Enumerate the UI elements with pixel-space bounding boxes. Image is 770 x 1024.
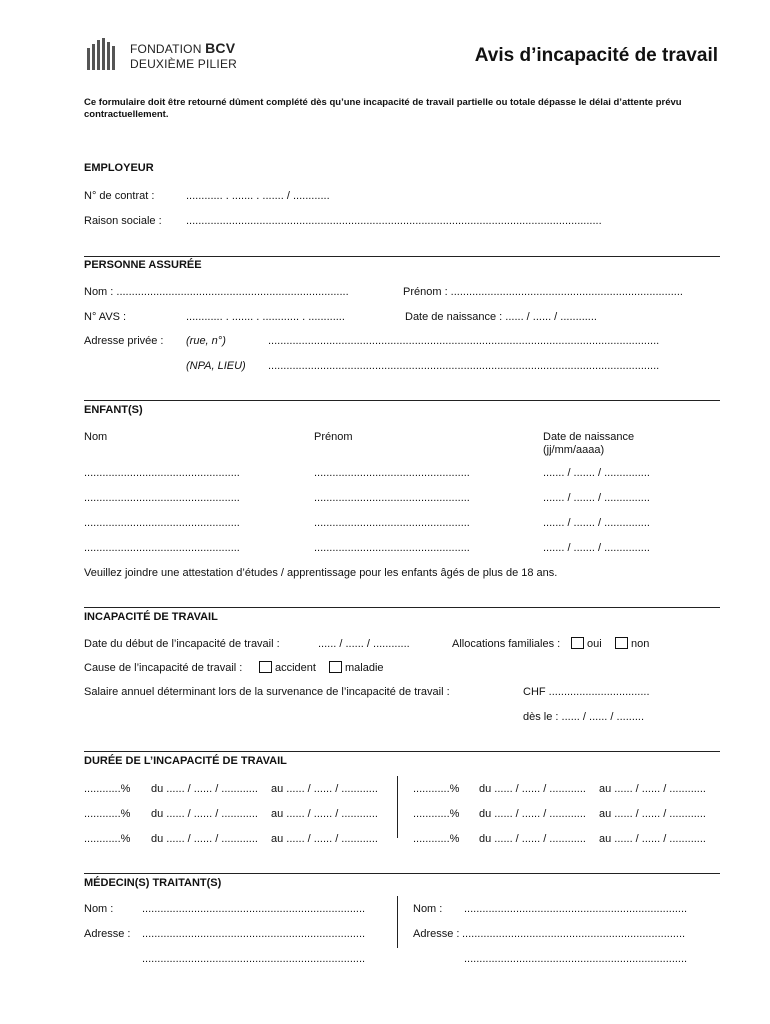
cause-label: Cause de l’incapacité de travail : (84, 662, 243, 674)
medecin2-nom-label: Nom : (413, 903, 443, 915)
non-label: non (631, 638, 650, 650)
duree-du-field[interactable]: du ...... / ...... / ............ (151, 783, 258, 795)
col-nom-header: Nom (84, 431, 108, 443)
enfant-naissance-field[interactable]: ....... / ....... / ............... (543, 542, 650, 554)
accident-checkbox[interactable] (259, 661, 272, 673)
section-medecins-heading: MÉDECIN(S) TRAITANT(S) (84, 877, 222, 889)
medecin2-adresse-label: Adresse : (413, 928, 460, 940)
debut-field[interactable]: ...... / ...... / ............ (318, 638, 410, 650)
duree-au-field[interactable]: au ...... / ...... / ............ (599, 833, 706, 845)
enfant-naissance-field[interactable]: ....... / ....... / ............... (543, 467, 650, 479)
assure-nom-field[interactable]: Nom : ............................................................................ (84, 286, 349, 298)
fondation-bcv-logo-icon (86, 38, 118, 70)
duree-pct-field[interactable]: ............% (413, 808, 460, 820)
col-prenom-header: Prénom (314, 431, 353, 443)
medecin-nom-label: Nom : (84, 903, 114, 915)
medecin2-nom-field[interactable]: ......................................................................... (464, 903, 688, 915)
duree-du-field[interactable]: du ...... / ...... / ............ (479, 833, 586, 845)
non-checkbox[interactable] (615, 637, 628, 649)
logo-text-line1 (130, 40, 235, 56)
raison-sociale-field[interactable]: ........................................................................................................................................ (186, 215, 602, 227)
page-title: Avis d’incapacité de travail (474, 45, 718, 66)
allocations-oui-option[interactable] (571, 637, 602, 650)
section-enfants-heading: ENFANT(S) (84, 404, 143, 416)
section-incapacite-heading: INCAPACITÉ DE TRAVAIL (84, 611, 218, 623)
medecin-adresse-label: Adresse : (84, 928, 131, 940)
npa-field[interactable]: ................................................................................................................................ (268, 360, 660, 372)
section-assure-heading: PERSONNE ASSURÉE (84, 259, 202, 271)
duree-pct-field[interactable]: ............% (413, 783, 460, 795)
contrat-label: N° de contrat : (84, 190, 155, 202)
medecin-nom-field[interactable]: ......................................................................... (142, 903, 366, 915)
col-naissance-header: Date de naissance (543, 431, 635, 443)
oui-label: oui (587, 638, 602, 650)
accident-label: accident (275, 662, 316, 674)
enfant-naissance-field[interactable]: ....... / ....... / ............... (543, 492, 650, 504)
assure-naissance-field[interactable]: Date de naissance : ...... / ...... / ............ (405, 311, 597, 323)
logo-brand: BCV (205, 40, 236, 56)
section-duree-heading: DURÉE DE L’INCAPACITÉ DE TRAVAIL (84, 755, 287, 767)
duree-pct-field[interactable]: ............% (84, 833, 131, 845)
medecin2-adresse-field[interactable]: ......................................................................... (462, 928, 686, 940)
divider (84, 256, 720, 257)
debut-label: Date du début de l’incapacité de travail : (84, 638, 280, 650)
contrat-field[interactable]: ............ . ....... . ....... / ............ (186, 190, 330, 202)
enfant-prenom-field[interactable]: ................................................... (314, 492, 470, 504)
avs-label: N° AVS : (84, 311, 127, 323)
col-naissance-format: (jj/mm/aaaa) (543, 444, 605, 456)
duree-au-field[interactable]: au ...... / ...... / ............ (599, 808, 706, 820)
divider (84, 607, 720, 608)
enfant-nom-field[interactable]: ................................................... (84, 517, 240, 529)
medecin-adresse-field-2[interactable]: ......................................................................... (142, 953, 366, 965)
enfant-naissance-field[interactable]: ....... / ....... / ............... (543, 517, 650, 529)
adresse-privee-label: Adresse privée : (84, 335, 164, 347)
npa-label: (NPA, LIEU) (186, 360, 246, 372)
assure-prenom-field[interactable]: Prénom : ............................................................................ (403, 286, 683, 298)
salaire-des-le-field[interactable]: dès le : ...... / ...... / ......... (523, 711, 645, 723)
allocations-non-option[interactable] (615, 637, 649, 650)
cause-maladie-option[interactable] (329, 661, 384, 674)
intro-text: Ce formulaire doit être retourné dûment complété dès qu’une incapacité de travail partielle ou totale dépasse le délai d’attente prévu contractuellement. (84, 97, 682, 120)
divider (84, 751, 720, 752)
rue-label: (rue, n°) (186, 335, 226, 347)
enfant-nom-field[interactable]: ................................................... (84, 542, 240, 554)
column-divider (397, 896, 398, 948)
enfant-nom-field[interactable]: ................................................... (84, 492, 240, 504)
duree-au-field[interactable]: au ...... / ...... / ............ (599, 783, 706, 795)
enfant-prenom-field[interactable]: ................................................... (314, 467, 470, 479)
salaire-chf-field[interactable]: CHF ................................. (523, 686, 650, 698)
oui-checkbox[interactable] (571, 637, 584, 649)
enfant-prenom-field[interactable]: ................................................... (314, 542, 470, 554)
duree-pct-field[interactable]: ............% (84, 783, 131, 795)
logo-fondation: FONDATION (130, 42, 202, 56)
medecin2-adresse-field-2[interactable]: ......................................................................... (464, 953, 688, 965)
divider (84, 873, 720, 874)
duree-du-field[interactable]: du ...... / ...... / ............ (479, 808, 586, 820)
duree-au-field[interactable]: au ...... / ...... / ............ (271, 808, 378, 820)
enfants-note: Veuillez joindre une attestation d’études / apprentissage pour les enfants âgés de plus de 18 ans. (84, 567, 558, 579)
allocations-label: Allocations familiales : (452, 638, 561, 650)
column-divider (397, 776, 398, 838)
duree-au-field[interactable]: au ...... / ...... / ............ (271, 783, 378, 795)
rue-field[interactable]: ................................................................................................................................ (268, 335, 660, 347)
duree-du-field[interactable]: du ...... / ...... / ............ (479, 783, 586, 795)
duree-pct-field[interactable]: ............% (84, 808, 131, 820)
enfant-prenom-field[interactable]: ................................................... (314, 517, 470, 529)
section-employeur-heading: EMPLOYEUR (84, 162, 154, 174)
logo-text-line2: DEUXIÈME PILIER (130, 57, 238, 71)
duree-du-field[interactable]: du ...... / ...... / ............ (151, 833, 258, 845)
salaire-label: Salaire annuel déterminant lors de la survenance de l’incapacité de travail : (84, 686, 450, 698)
enfant-nom-field[interactable]: ................................................... (84, 467, 240, 479)
maladie-label: maladie (345, 662, 384, 674)
avs-field[interactable]: ............ . ....... . ............ . ............ (186, 311, 345, 323)
cause-accident-option[interactable] (259, 661, 316, 674)
maladie-checkbox[interactable] (329, 661, 342, 673)
medecin-adresse-field[interactable]: ......................................................................... (142, 928, 366, 940)
duree-du-field[interactable]: du ...... / ...... / ............ (151, 808, 258, 820)
divider (84, 400, 720, 401)
duree-pct-field[interactable]: ............% (413, 833, 460, 845)
duree-au-field[interactable]: au ...... / ...... / ............ (271, 833, 378, 845)
raison-sociale-label: Raison sociale : (84, 215, 162, 227)
